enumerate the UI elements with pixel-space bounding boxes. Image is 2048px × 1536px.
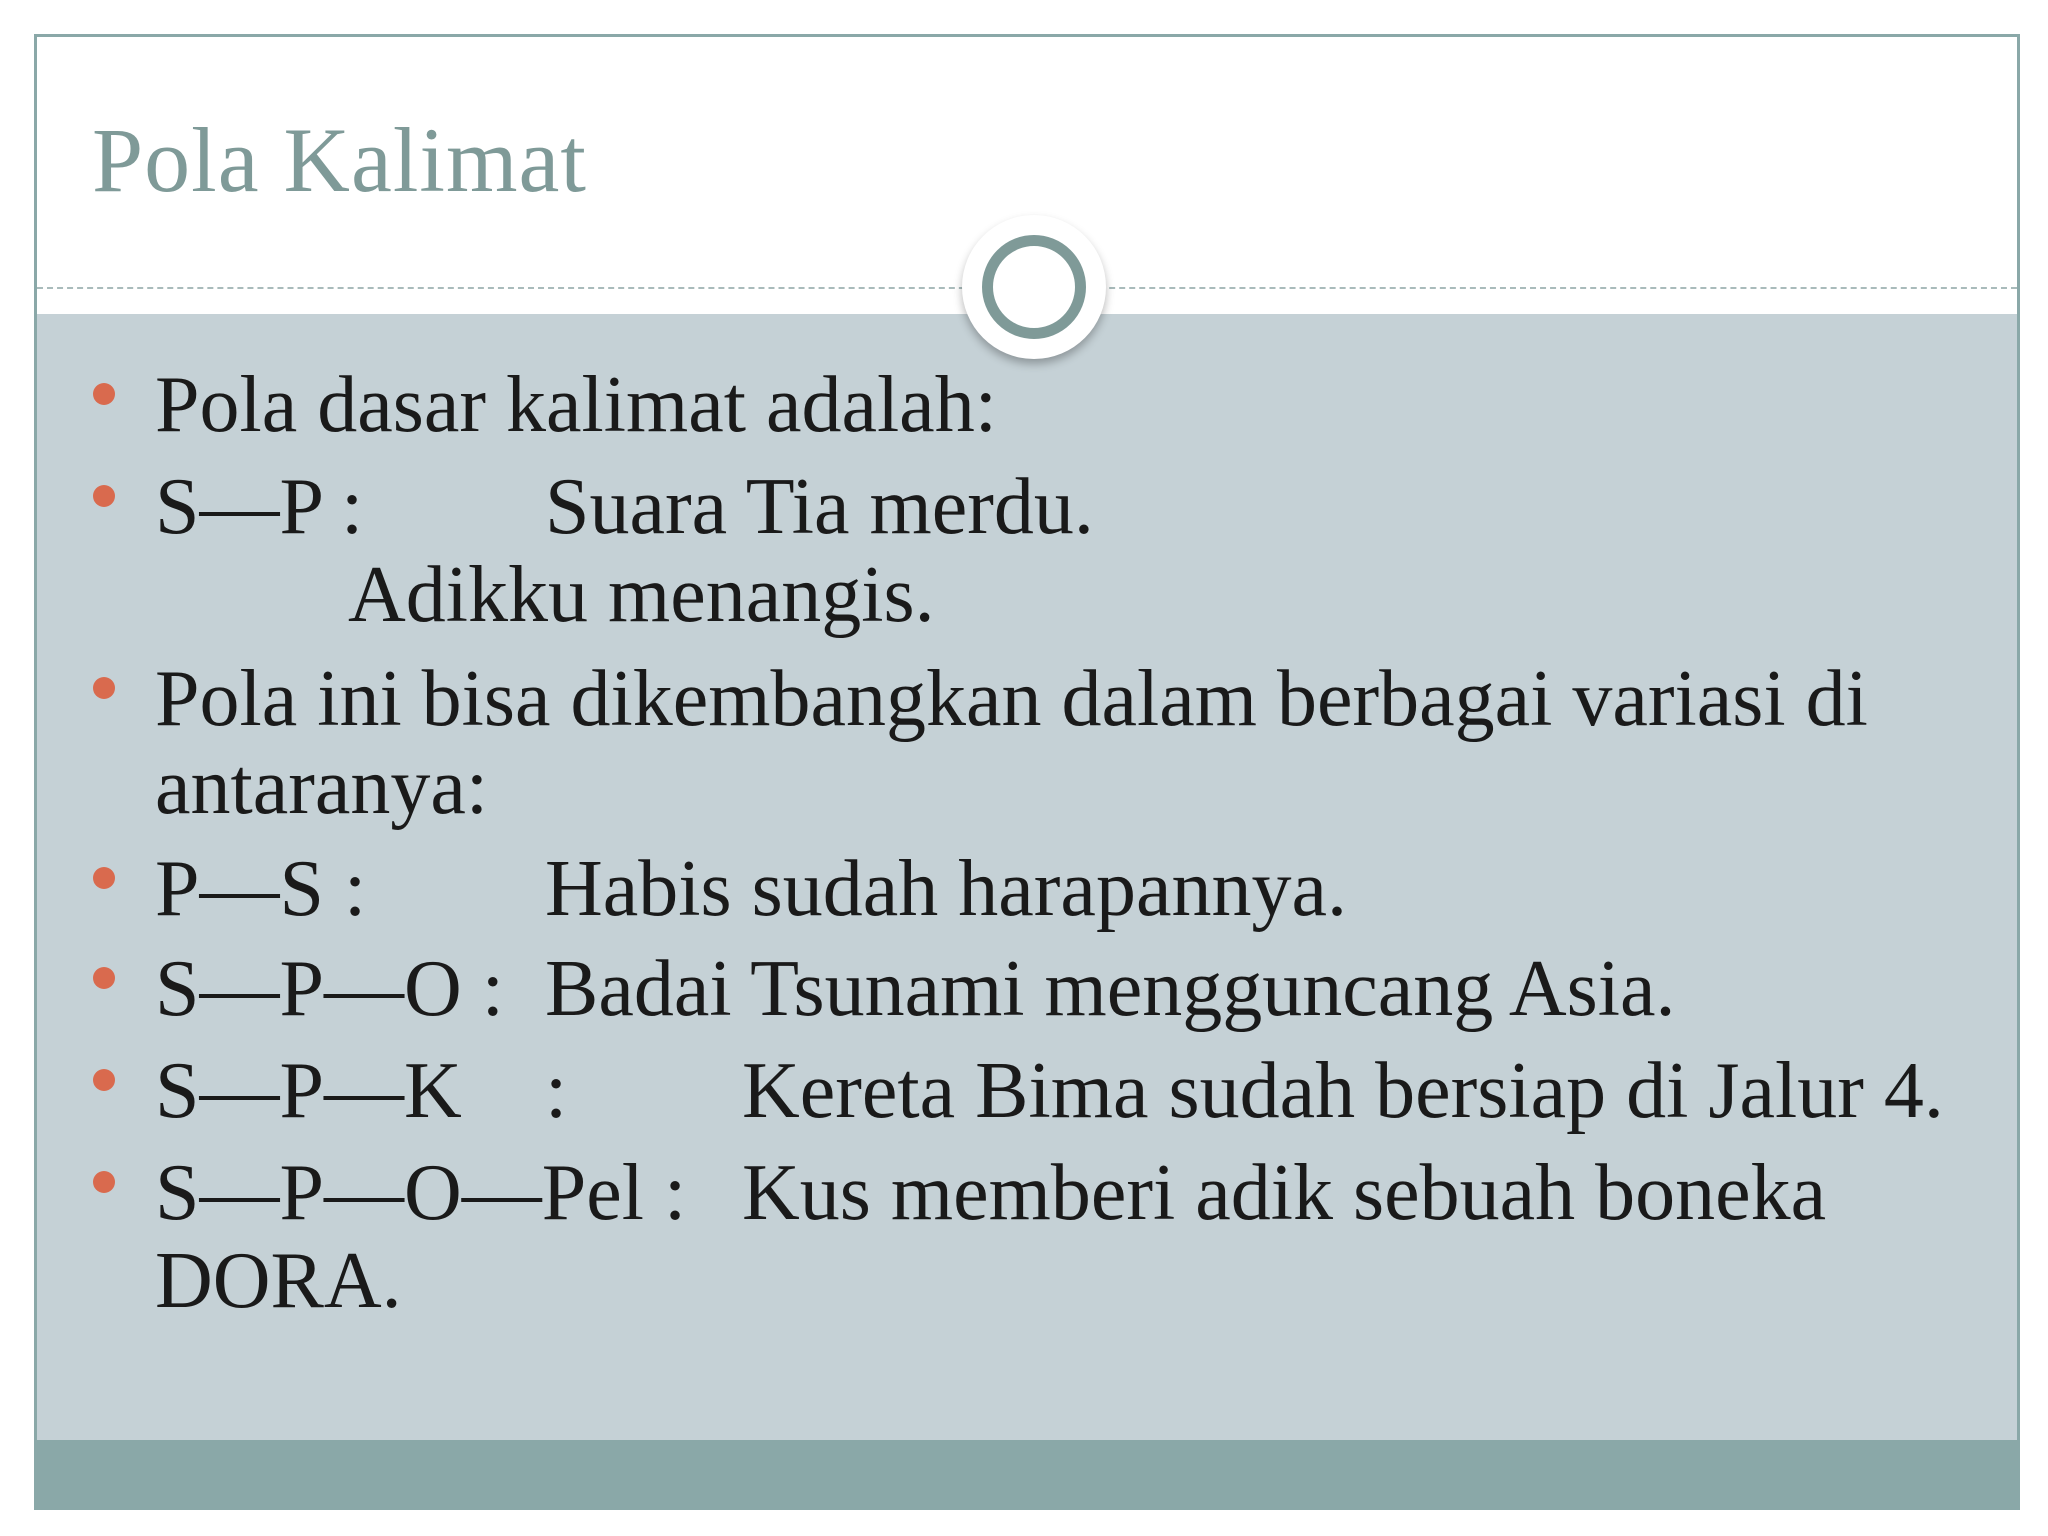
slide-title: Pola Kalimat — [92, 109, 587, 211]
bullet-icon — [93, 1069, 115, 1091]
pattern-label: S—P : — [155, 463, 364, 551]
bullet-icon — [93, 677, 115, 699]
pattern-label: S—P—O : — [155, 945, 504, 1033]
slide — [34, 34, 2020, 1510]
pattern-example: Kus memberi adik sebuah boneka — [742, 1149, 1827, 1237]
pattern-example: Adikku menangis. — [348, 551, 935, 639]
pattern-label: S—P—K — [155, 1047, 462, 1135]
bullet-icon — [93, 967, 115, 989]
bullet-icon — [93, 485, 115, 507]
pattern-separator: : — [545, 1047, 568, 1135]
pattern-example-continuation: DORA. — [155, 1237, 402, 1325]
bullet-icon — [93, 1171, 115, 1193]
bullet-text: Pola dasar kalimat adalah: — [155, 361, 997, 449]
bullet-icon — [93, 383, 115, 405]
pattern-label: S—P—O—Pel : — [155, 1149, 687, 1237]
bullet-icon — [93, 867, 115, 889]
pattern-example: Habis sudah harapannya. — [545, 845, 1347, 933]
bullet-text-continuation: antaranya: — [155, 743, 489, 831]
pattern-example: Badai Tsunami mengguncang Asia. — [545, 945, 1676, 1033]
pattern-example: Kereta Bima sudah bersiap di Jalur 4. — [742, 1047, 1944, 1135]
bullet-list — [37, 37, 2017, 1507]
bullet-text: Pola ini bisa dikembangkan dalam berbagai variasi di — [155, 655, 1868, 743]
pattern-example: Suara Tia merdu. — [545, 463, 1094, 551]
pattern-label: P—S : — [155, 845, 367, 933]
